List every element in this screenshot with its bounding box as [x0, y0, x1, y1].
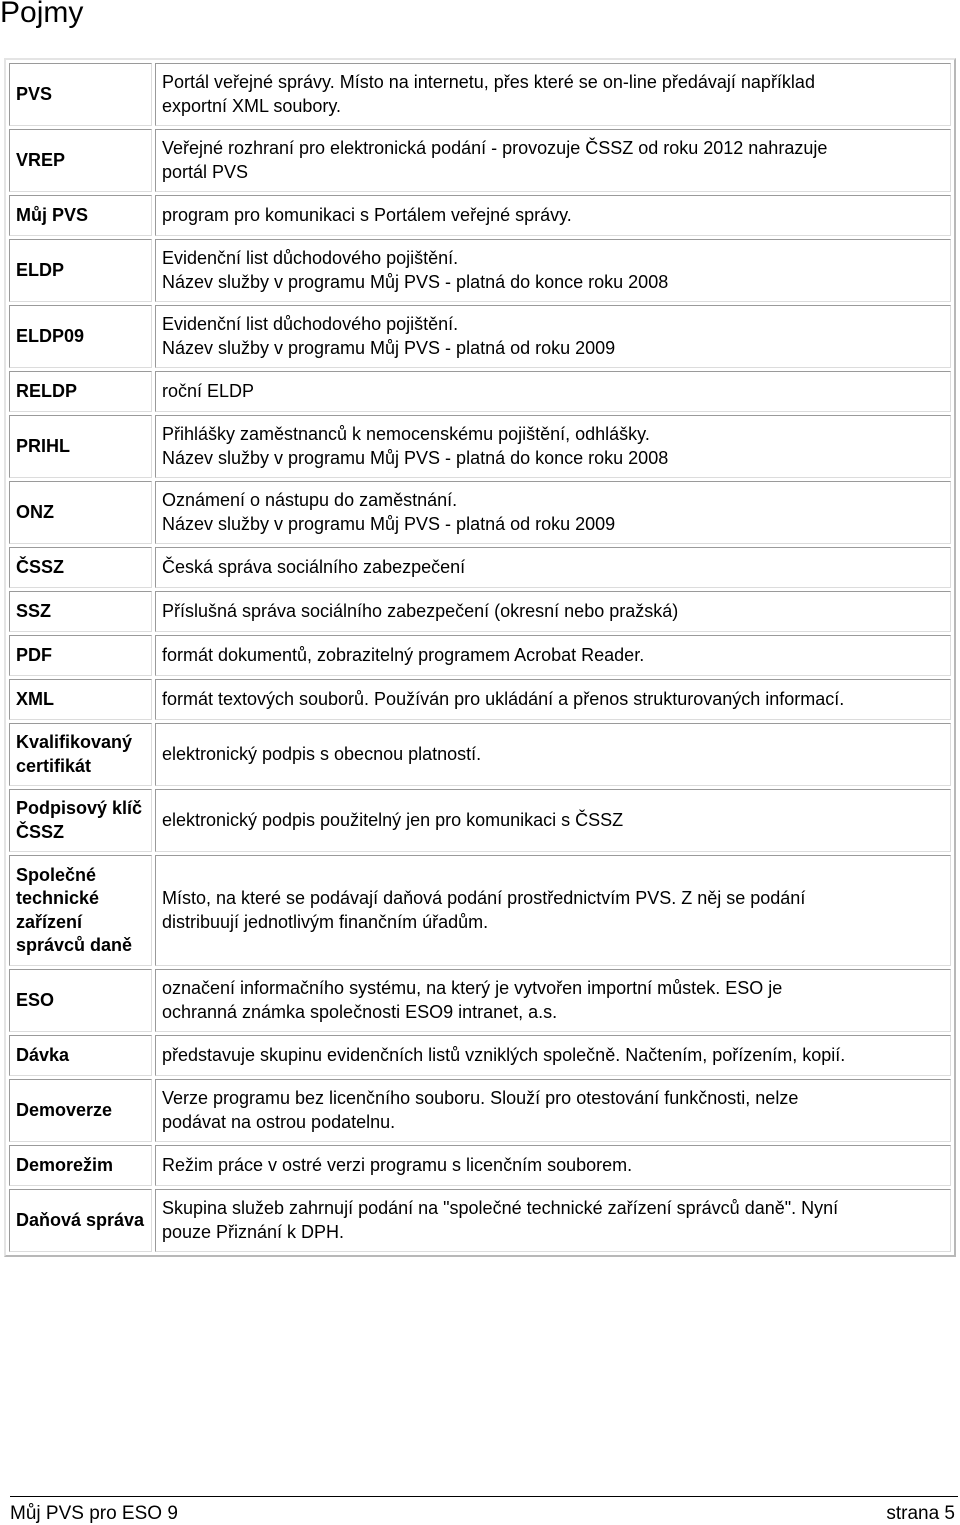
- glossary-term: Dávka: [9, 1035, 152, 1076]
- glossary-term: VREP: [9, 129, 152, 192]
- glossary-definition: [155, 305, 951, 368]
- definition-line: formát textových souborů. Používán pro ukládání a přenos strukturovaných informací.: [161, 688, 845, 709]
- glossary-table: [4, 58, 956, 1257]
- definition-line: Název služby v programu Můj PVS - platná od roku 2009: [161, 513, 616, 534]
- glossary-term: ČSSZ: [9, 547, 152, 588]
- definition-line: ochranná známka společnosti ESO9 intranet, a.s.: [161, 1001, 558, 1022]
- glossary-definition: [155, 591, 951, 632]
- definition-line: Příslušná správa sociálního zabezpečení (okresní nebo pražská): [161, 600, 679, 621]
- definition-line: Evidenční list důchodového pojištění.: [161, 314, 459, 334]
- definition-line: Název služby v programu Můj PVS - platná do konce roku 2008: [161, 447, 669, 468]
- definition-line: portál PVS: [161, 161, 248, 182]
- glossary-term: PRIHL: [9, 415, 152, 478]
- glossary-row: [9, 1145, 951, 1186]
- glossary-term: Kvalifikovaný certifikát: [9, 723, 152, 786]
- glossary-row: [9, 789, 951, 852]
- glossary-row: [9, 481, 951, 544]
- footer-page-number: strana 5: [886, 1503, 955, 1524]
- glossary-row: [9, 1189, 951, 1252]
- glossary-definition: [155, 1189, 951, 1252]
- glossary-row: [9, 591, 951, 632]
- glossary-definition: [155, 481, 951, 544]
- definition-line: Oznámení o nástupu do zaměstnání.: [161, 490, 458, 510]
- glossary-term: ONZ: [9, 481, 152, 544]
- glossary-term: Demorežim: [9, 1145, 152, 1186]
- glossary-term: Daňová správa: [9, 1189, 152, 1252]
- glossary-definition: [155, 239, 951, 302]
- glossary-term: PVS: [9, 63, 152, 126]
- definition-line: elektronický podpis s obecnou platností.: [161, 743, 482, 764]
- definition-line: Evidenční list důchodového pojištění.: [161, 248, 459, 268]
- glossary-row: [9, 969, 951, 1032]
- glossary-row: [9, 723, 951, 786]
- definition-line: Název služby v programu Můj PVS - platná od roku 2009: [161, 337, 616, 358]
- glossary-row: [9, 415, 951, 478]
- glossary-definition: [155, 635, 951, 676]
- glossary-row: [9, 371, 951, 412]
- glossary-term: XML: [9, 679, 152, 720]
- glossary-definition: [155, 63, 951, 126]
- glossary-row: [9, 1035, 951, 1076]
- definition-line: elektronický podpis použitelný jen pro komunikaci s ČSSZ: [161, 809, 624, 830]
- glossary-definition: [155, 723, 951, 786]
- definition-line: exportní XML soubory.: [161, 95, 342, 116]
- glossary-definition: [155, 415, 951, 478]
- glossary-definition: [155, 969, 951, 1032]
- glossary-term: Podpisový klíč ČSSZ: [9, 789, 152, 852]
- definition-line: představuje skupinu evidenčních listů vzniklých společně. Načtením, pořízením, kopií.: [161, 1044, 846, 1065]
- page-footer: [10, 1496, 958, 1524]
- definition-line: Přihlášky zaměstnanců k nemocenskému pojištění, odhlášky.: [161, 424, 650, 444]
- definition-line: Skupina služeb zahrnují podání na "společné technické zařízení správců daně". Nyní: [161, 1198, 839, 1218]
- glossary-row: [9, 239, 951, 302]
- glossary-row: [9, 855, 951, 966]
- glossary-definition: [155, 547, 951, 588]
- glossary-definition: [155, 371, 951, 412]
- glossary-term: SSZ: [9, 591, 152, 632]
- definition-line: formát dokumentů, zobrazitelný programem Acrobat Reader.: [161, 644, 645, 665]
- glossary-term: Společné technické zařízení správců daně: [9, 855, 152, 966]
- glossary-definition: [155, 1145, 951, 1186]
- definition-line: program pro komunikaci s Portálem veřejné správy.: [161, 204, 572, 225]
- definition-line: roční ELDP: [161, 380, 254, 401]
- definition-line: distribuují jednotlivým finančním úřadům.: [161, 911, 489, 932]
- definition-line: Veřejné rozhraní pro elektronická podání - provozuje ČSSZ od roku 2012 nahrazuje: [161, 138, 828, 158]
- definition-line: Portál veřejné správy. Místo na internetu, přes které se on-line předávají například: [161, 72, 815, 92]
- definition-line: označení informačního systému, na který je vytvořen importní můstek. ESO je: [161, 978, 783, 998]
- definition-line: podávat na ostrou podatelnu.: [161, 1111, 396, 1132]
- glossary-term: ELDP09: [9, 305, 152, 368]
- glossary-row: [9, 547, 951, 588]
- definition-line: Česká správa sociálního zabezpečení: [161, 556, 466, 577]
- glossary-term: ESO: [9, 969, 152, 1032]
- glossary-row: [9, 1079, 951, 1142]
- glossary-row: [9, 635, 951, 676]
- glossary-definition: [155, 1035, 951, 1076]
- definition-line: Místo, na které se podávají daňová podání prostřednictvím PVS. Z něj se podání: [161, 888, 806, 908]
- glossary-definition: [155, 129, 951, 192]
- glossary-row: [9, 195, 951, 236]
- glossary-definition: [155, 679, 951, 720]
- glossary-row: [9, 63, 951, 126]
- glossary-definition: [155, 789, 951, 852]
- glossary-term: Demoverze: [9, 1079, 152, 1142]
- glossary-definition: [155, 195, 951, 236]
- glossary-term: Můj PVS: [9, 195, 152, 236]
- glossary-body: [9, 63, 951, 1252]
- definition-line: pouze Přiznání k DPH.: [161, 1221, 345, 1242]
- page-title: Pojmy: [0, 0, 84, 29]
- glossary-definition: [155, 855, 951, 966]
- glossary-term: RELDP: [9, 371, 152, 412]
- footer-document-title: Můj PVS pro ESO 9: [10, 1503, 178, 1524]
- glossary-term: ELDP: [9, 239, 152, 302]
- definition-line: Režim práce v ostré verzi programu s licenčním souborem.: [161, 1154, 633, 1175]
- definition-line: Verze programu bez licenčního souboru. Slouží pro otestování funkčnosti, nelze: [161, 1088, 799, 1108]
- glossary-definition: [155, 1079, 951, 1142]
- glossary-row: [9, 679, 951, 720]
- glossary-row: [9, 305, 951, 368]
- definition-line: Název služby v programu Můj PVS - platná do konce roku 2008: [161, 271, 669, 292]
- glossary-row: [9, 129, 951, 192]
- glossary-term: PDF: [9, 635, 152, 676]
